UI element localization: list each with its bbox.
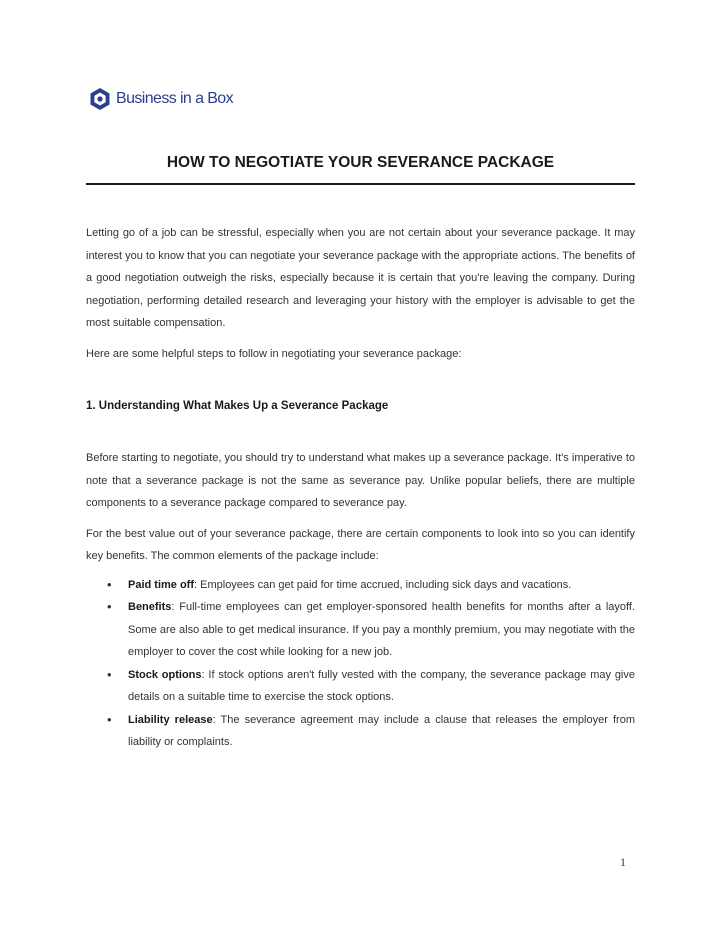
bullet-icon: • bbox=[107, 599, 112, 614]
page-number: 1 bbox=[620, 855, 626, 869]
bullet-icon: • bbox=[107, 576, 112, 592]
section-heading: 1. Understanding What Makes Up a Severance Package bbox=[86, 400, 389, 412]
list-item-term: Liability release bbox=[128, 713, 213, 726]
list-item-term: Stock options bbox=[128, 668, 202, 681]
list-item bbox=[107, 664, 635, 709]
list-item-term: Benefits bbox=[128, 601, 172, 613]
intro-paragraph: Letting go of a job can be stressful, especially when you are not certain about your severance package. It may interest you to know that you can negotiate your severance package with the appropriate actions. The benefits of a good negotiation outweigh the risks, especially because it is certain that you're leaving the company. During negotiation, performing detailed research and leveraging your history with the employer is advisable to get the most suitable compensation. bbox=[86, 227, 635, 329]
steps-intro-paragraph: Here are some helpful steps to follow in negotiating your severance package: bbox=[86, 347, 462, 360]
components-list bbox=[86, 574, 635, 754]
list-item-text: : The severance agreement may include a clause that releases the employer from liability or complaints. bbox=[128, 713, 635, 748]
list-item-text: : If stock options aren't fully vested with the company, the severance package may give details on a suitable time to exercise the stock options. bbox=[128, 668, 635, 703]
list-item bbox=[107, 596, 635, 664]
list-item bbox=[107, 709, 635, 754]
list-item bbox=[107, 574, 635, 597]
list-item-text: : Full-time employees can get employer-sponsored health benefits for months after a layoff. Some are also able to get medical insurance. If you pay a monthly premium, you may negotiate with the employer to cover the cost while looking for a new job. bbox=[128, 601, 635, 658]
section-paragraph: For the best value out of your severance package, there are certain components to look into so you can identify key benefits. The common elements of the package include: bbox=[86, 527, 635, 562]
section-paragraph: Before starting to negotiate, you should try to understand what makes up a severance package. It's imperative to note that a severance package is not the same as severance pay. Unlike popular beliefs, there are multiple components to a severance package compared to severance pay. bbox=[86, 452, 635, 509]
brand-logo bbox=[89, 86, 233, 112]
bullet-icon: • bbox=[107, 711, 112, 727]
title-divider bbox=[86, 183, 635, 185]
document-body bbox=[86, 222, 635, 754]
document-title: HOW TO NEGOTIATE YOUR SEVERANCE PACKAGE bbox=[166, 154, 555, 171]
list-item-text: : Employees can get paid for time accrued, including sick days and vacations. bbox=[194, 578, 572, 591]
brand-name: Business in a Box bbox=[116, 90, 233, 107]
hexagon-logo-icon bbox=[89, 87, 111, 111]
list-item-term: Paid time off bbox=[128, 578, 195, 591]
bullet-icon: • bbox=[107, 666, 112, 682]
